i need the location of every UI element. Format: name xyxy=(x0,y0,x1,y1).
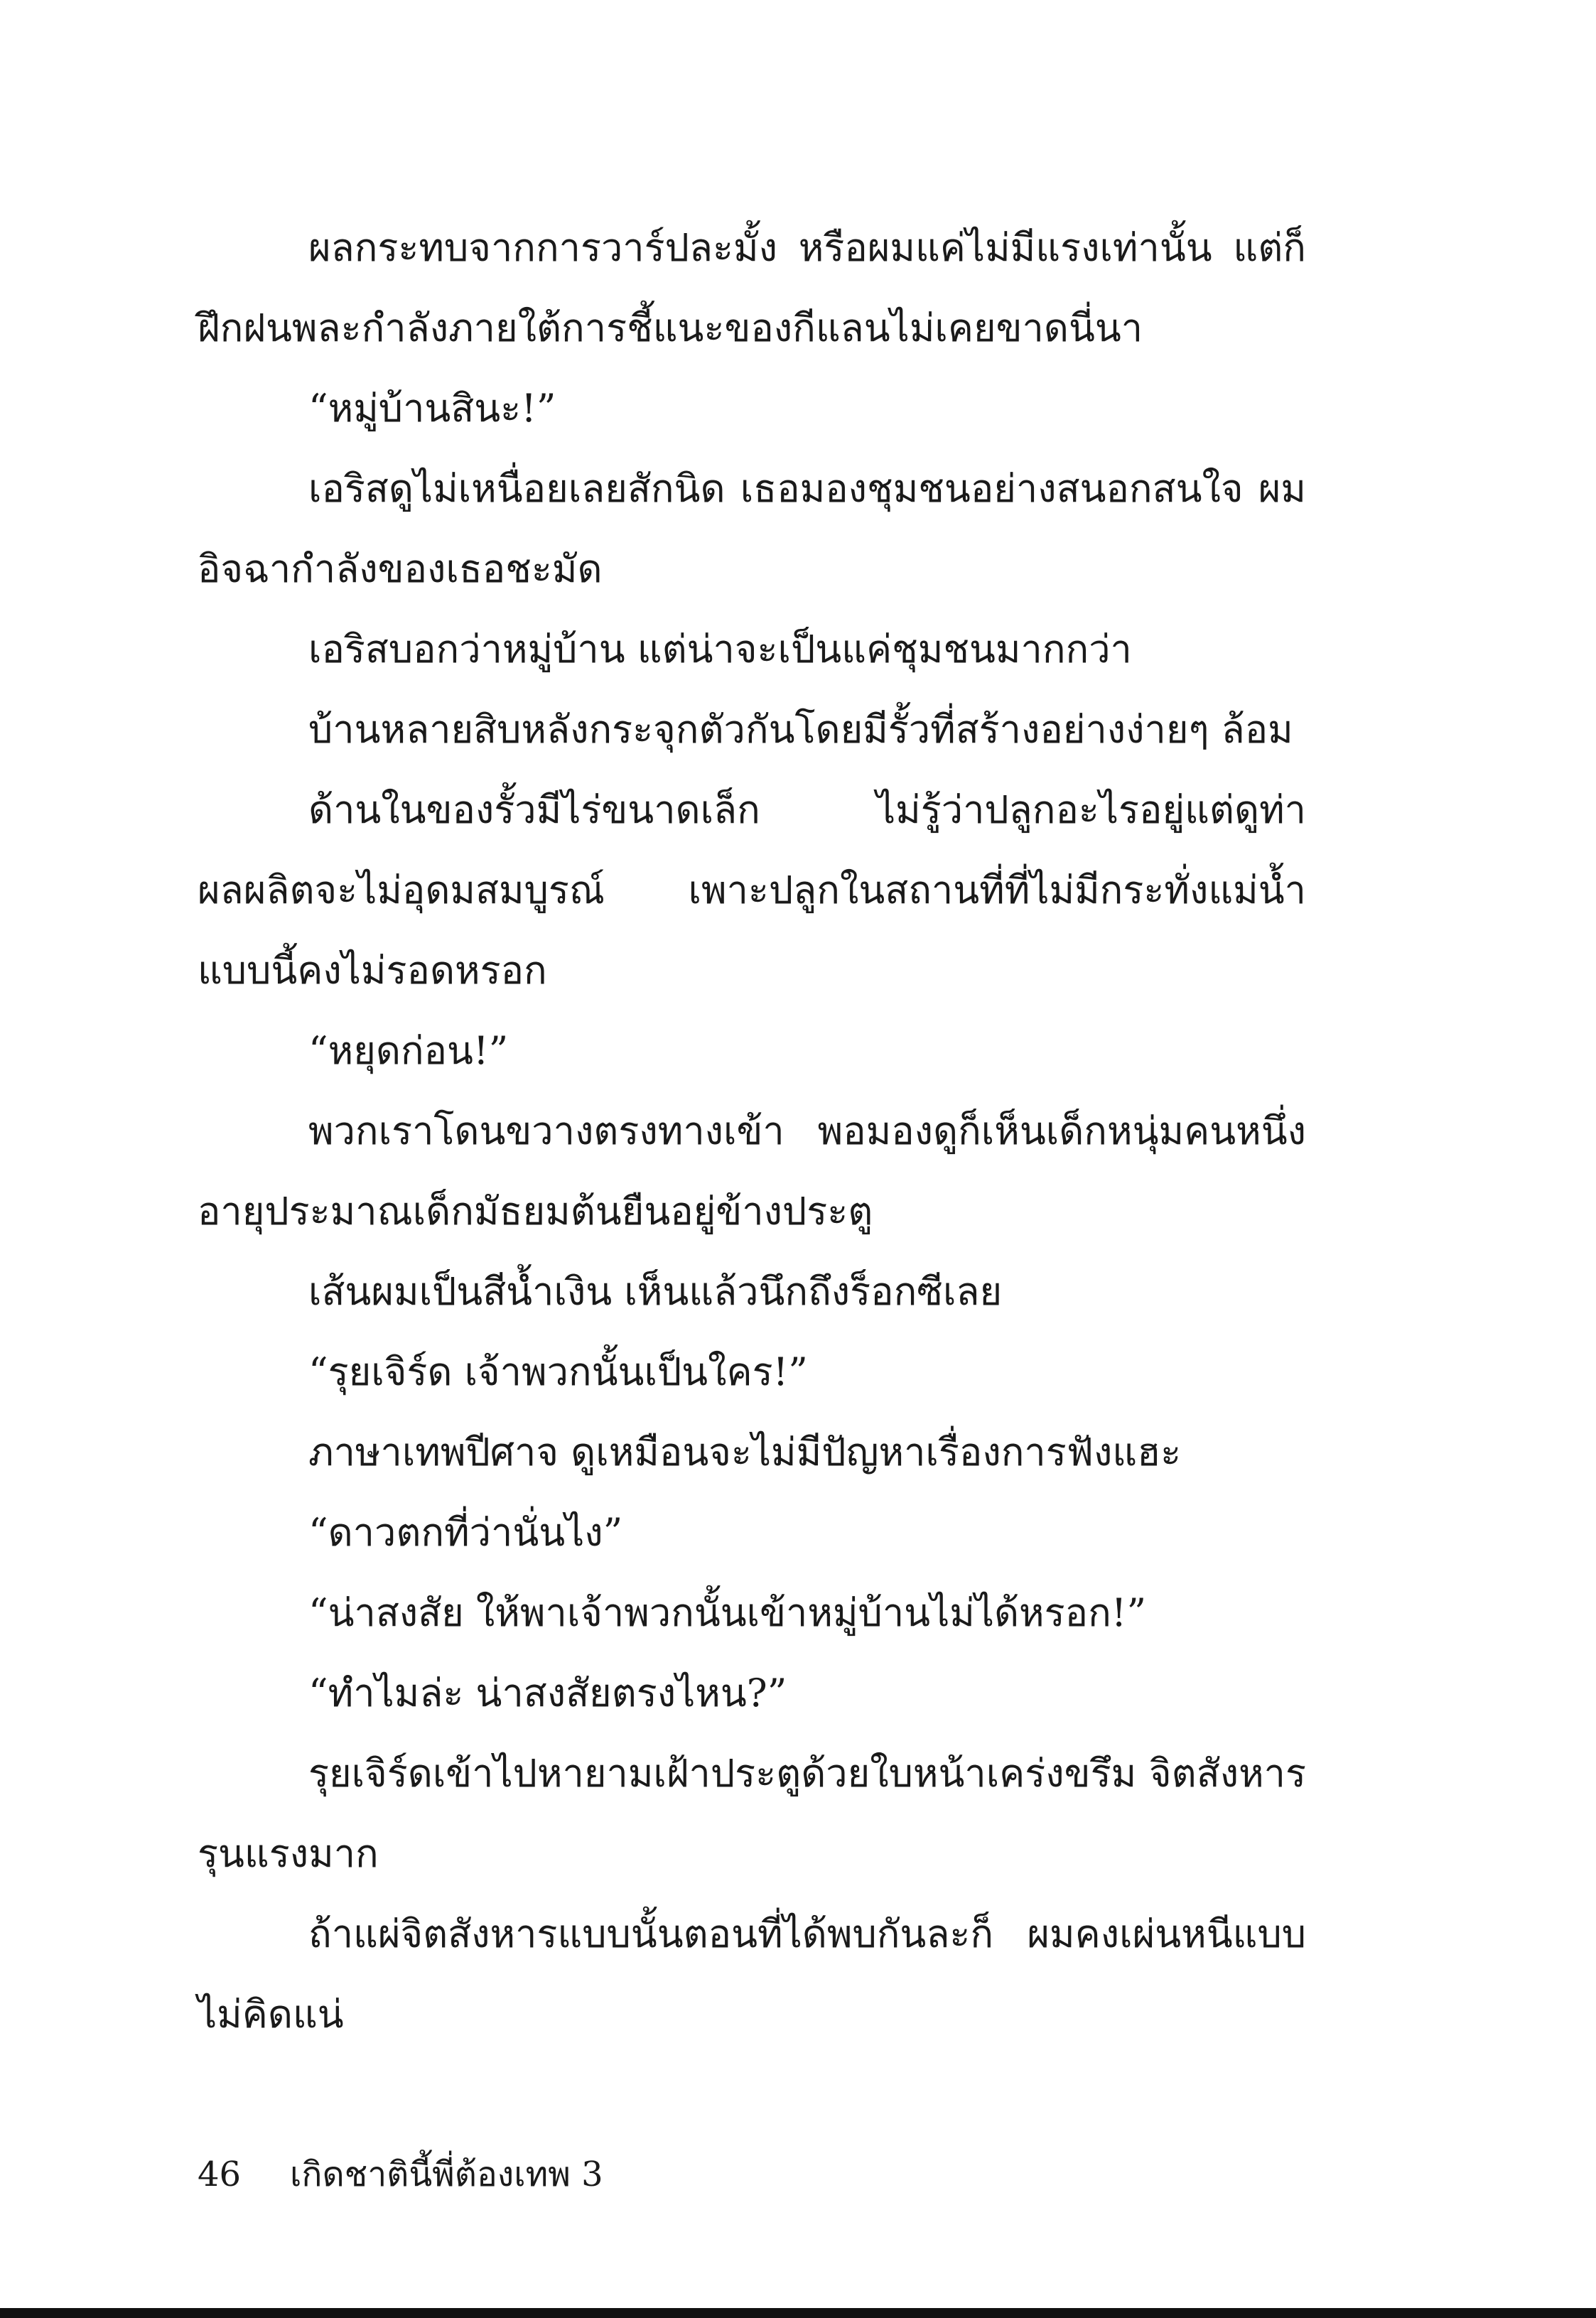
body-text xyxy=(198,207,1306,2054)
paragraph-15: รุยเจิร์ดเข้าไปหายามเฝ้าประตูด้วยใบหน้าเคร่งขรึม จิตสังหารรุนแรงมาก xyxy=(198,1751,1306,1876)
page-number: 46 xyxy=(198,2155,242,2194)
paragraph-6: ด้านในของรั้วมีไร่ขนาดเล็ก ไม่รู้ว่าปลูกอะไรอยู่แต่ดูท่าผลผลิตจะไม่อุดมสมบูรณ์ เพาะปลูกในสถานที่ที่ไม่มีกระทั่งแม่น้ำแบบนี้คงไม่รอดหรอก xyxy=(198,787,1306,993)
paragraph-11: ภาษาเทพปีศาจ ดูเหมือนจะไม่มีปัญหาเรื่องการฟังแฮะ xyxy=(308,1430,1182,1475)
page-footer xyxy=(198,2153,603,2196)
paragraph-1: ผลกระทบจากการวาร์ปละมั้ง หรือผมแค่ไม่มีแรงเท่านั้น แต่ก็ฝึกฝนพละกำลังภายใต้การชี้แนะของกีแลนไม่เคยขาดนี่นา xyxy=(198,225,1306,350)
paragraph-16: ถ้าแผ่จิตสังหารแบบนั้นตอนที่ได้พบกันละก็ ผมคงเผ่นหนีแบบไม่คิดแน่ xyxy=(198,1912,1306,2037)
paragraph-10: “รุยเจิร์ด เจ้าพวกนั้นเป็นใคร!” xyxy=(308,1349,808,1394)
bottom-divider xyxy=(0,2308,1596,2318)
paragraph-8: พวกเราโดนขวางตรงทางเข้า พอมองดูก็เห็นเด็กหนุ่มคนหนึ่ง อายุประมาณเด็กมัธยมต้นยืนอยู่ข้างประตู xyxy=(198,1109,1306,1234)
paragraph-4: เอริสบอกว่าหมู่บ้าน แต่น่าจะเป็นแค่ชุมชนมากกว่า xyxy=(308,627,1132,672)
paragraph-14: “ทำไมล่ะ น่าสงสัยตรงไหน?” xyxy=(308,1671,787,1715)
paragraph-12: “ดาวตกที่ว่านั่นไง” xyxy=(308,1510,623,1555)
paragraph-3: เอริสดูไม่เหนื่อยเลยสักนิด เธอมองชุมชนอย่างสนอกสนใจ ผมอิจฉากำลังของเธอชะมัด xyxy=(198,466,1306,591)
paragraph-9: เส้นผมเป็นสีน้ำเงิน เห็นแล้วนึกถึงร็อกซีเลย xyxy=(308,1269,1003,1314)
book-title: เกิดชาตินี้พี่ต้องเทพ 3 xyxy=(290,2155,603,2194)
paragraph-5: บ้านหลายสิบหลังกระจุกตัวกันโดยมีรั้วที่สร้างอย่างง่ายๆ ล้อม xyxy=(308,707,1293,752)
paragraph-2: “หมู่บ้านสินะ!” xyxy=(308,386,556,431)
paragraph-13: “น่าสงสัย ให้พาเจ้าพวกนั้นเข้าหมู่บ้านไม่ได้หรอก!” xyxy=(308,1590,1147,1635)
paragraph-7: “หยุดก่อน!” xyxy=(308,1028,509,1073)
